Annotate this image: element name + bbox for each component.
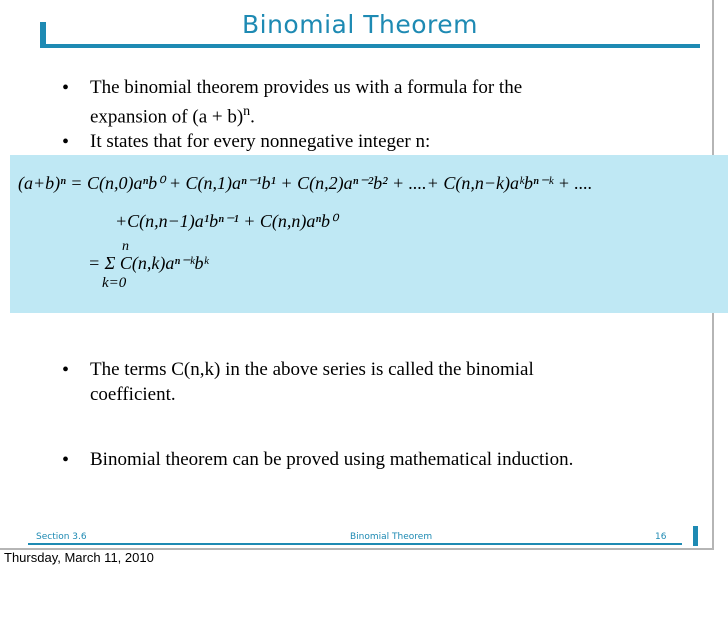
formula-line-2: +C(n,n−1)a¹bⁿ⁻¹ + C(n,n)aⁿb⁰ bbox=[115, 211, 338, 231]
date-caption: Thursday, March 11, 2010 bbox=[4, 550, 154, 565]
bullet-dot: • bbox=[62, 131, 70, 153]
bullet-4 bbox=[62, 448, 574, 472]
bullet-text: coefficient. bbox=[90, 384, 176, 405]
bullet-text: expansion of (a + b) bbox=[90, 106, 244, 128]
formula-line-1: (a+b)ⁿ = C(n,0)aⁿb⁰ + C(n,1)aⁿ⁻¹b¹ + C(n,2)aⁿ⁻²b² + ....+ C(n,n−k)aᵏbⁿ⁻ᵏ + .... bbox=[18, 173, 593, 193]
footer-rule bbox=[28, 543, 682, 545]
bullet-text: It states that for every nonnegative integer n: bbox=[90, 131, 431, 152]
bullet-dot: • bbox=[62, 359, 70, 381]
bullet-1 bbox=[62, 76, 523, 100]
title-rule bbox=[40, 44, 700, 48]
bullet-dot: • bbox=[62, 449, 70, 471]
bullet-3 bbox=[62, 358, 534, 382]
bullet-text: Binomial theorem can be proved using mathematical induction. bbox=[90, 449, 574, 470]
formula-line-3: = Σ C(n,k)aⁿ⁻ᵏbᵏ bbox=[88, 253, 209, 273]
exponent-n: n bbox=[243, 104, 251, 119]
bullet-text: The binomial theorem provides us with a formula for the bbox=[90, 77, 523, 98]
bullet-dot: • bbox=[62, 77, 70, 99]
page-number: 16 bbox=[655, 532, 667, 542]
bullet-text: The terms C(n,k) in the above series is called the binomial bbox=[90, 359, 534, 380]
footer-section: Section 3.6 bbox=[36, 532, 87, 542]
bullet-1-continued: expansion of $(a + b)^n$. bbox=[90, 104, 255, 128]
slide-title: Binomial Theorem bbox=[241, 10, 478, 39]
bullet-3-continued bbox=[90, 383, 176, 407]
sum-lower-limit: k=0 bbox=[102, 275, 127, 291]
bullet-2 bbox=[62, 130, 431, 154]
footer-title: Binomial Theorem bbox=[350, 532, 433, 542]
formula-box bbox=[10, 155, 728, 313]
footer-accent-bar bbox=[693, 526, 698, 546]
sum-upper-limit: n bbox=[122, 239, 129, 254]
